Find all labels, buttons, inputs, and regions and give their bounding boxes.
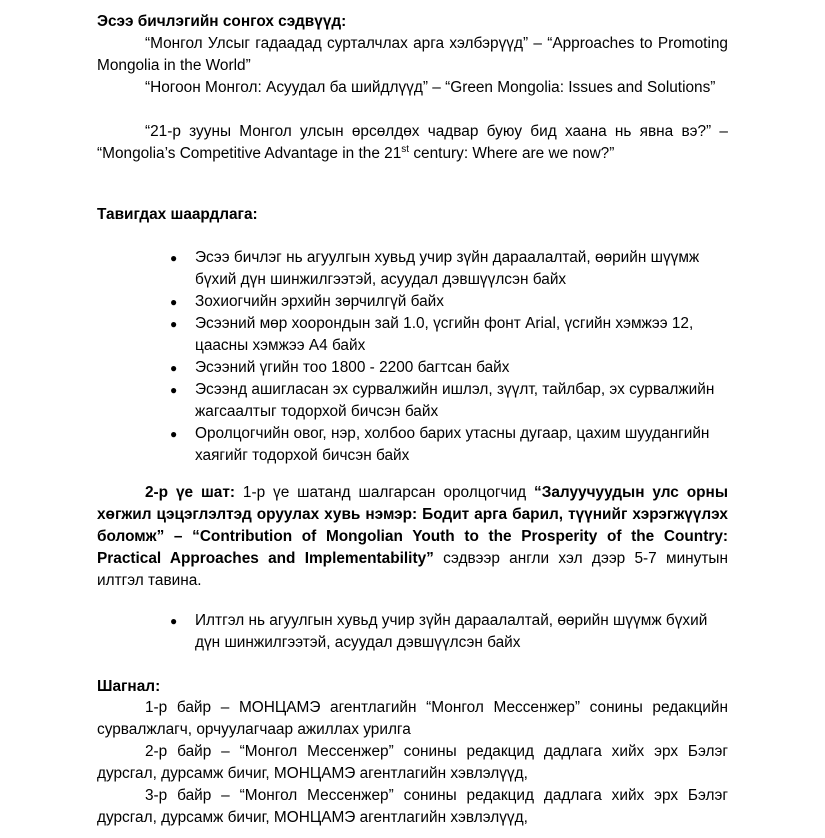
requirement-item: ● Эсээ бичлэг нь агуулгын хувьд учир зүйн дараалалтай, өөрийн шүүмж бүхий дүн шинжилгээтэй, асуудал дэвшүүлсэн байх	[170, 247, 730, 291]
stage2-text-1: 1-р үе шатанд шалгарсан оролцогчид	[235, 484, 535, 501]
topic-item-3-text: “21-р зууны Монгол улсын өрсөлдөх чадвар буюу бид хаана нь явна вэ?” – “Mongolia’s Competitive Advantage in the 21	[97, 123, 728, 162]
stage2-paragraph	[97, 482, 728, 592]
topic-item-1: “Монгол Улсыг гадаадад сурталчлах арга хэлбэрүүд” – “Approaches to Promoting Mongolia in the World”	[97, 35, 728, 74]
requirement-item: ● Эсээнд ашигласан эх сурвалжийн ишлэл, зүүлт, тайлбар, эх сурвалжийн жагсаалтыг тодорхой бичсэн байх	[170, 379, 730, 423]
prize-item-2: 2-р байр – “Монгол Мессенжер” сонины редакцид дадлага хийх эрх Бэлэг дурсгал, дурсамж бичиг, МОНЦАМЭ агентлагийн хэвлэлүүд,	[97, 743, 728, 782]
stage2-list	[170, 610, 730, 654]
prize-item-3: 3-р байр – “Монгол Мессенжер” сонины редакцид дадлага хийх эрх Бэлэг дурсгал, дурсамж бичиг, МОНЦАМЭ агентлагийн хэвлэлүүд,	[97, 787, 728, 826]
topic-item-3	[97, 121, 728, 165]
requirement-item: ● Зохиогчийн эрхийн зөрчилгүй байх	[170, 291, 730, 313]
stage2-label: 2-р үе шат:	[145, 484, 236, 501]
requirements-list	[170, 247, 730, 467]
requirement-item: ● Оролцогчийн овог, нэр, холбоо барих утасны дугаар, цахим шуудангийн хаягийг тодорхой бичсэн байх	[170, 423, 730, 467]
requirement-item: ● Эсээний үгийн тоо 1800 - 2200 багтсан байх	[170, 357, 730, 379]
requirement-item: ● Эсээний мөр хоорондын зай 1.0, үсгийн фонт Arial, үсгийн хэмжээ 12, цаасны хэмжээ А4 байх	[170, 313, 730, 357]
topic-item-2: “Ногоон Монгол: Асуудал ба шийдлүүд” – “Green Mongolia: Issues and Solutions”	[145, 79, 716, 96]
prizes-heading: Шагнал:	[97, 678, 161, 695]
stage2-text-2: сэдвээр англи хэл дээр 5-7 минутын илтгэл тавина.	[97, 550, 728, 589]
stage2-topic: “Залуучуудын улс орны хөгжил цэцэглэлтэд оруулах хувь нэмэр: Бодит арга барил, түүнийг хэрэгжүүлэх боломж” – “Contribution of Mongolian Youth to the Prosperity of the Country: Practical Approaches and Implementability”	[97, 484, 728, 567]
topic-item-3-superscript: st	[401, 143, 410, 155]
topic-item-3-tail: century: Where are we now?”	[409, 145, 615, 162]
stage2-bullet: ● Илтгэл нь агуулгын хувьд учир зүйн дараалалтай, өөрийн шүүмж бүхий дүн шинжилгээтэй, асуудал дэвшүүлсэн байх	[170, 610, 730, 654]
requirements-heading: Тавигдах шаардлага:	[97, 206, 258, 223]
prize-item-1: 1-р байр – МОНЦАМЭ агентлагийн “Монгол Мессенжер” сонины редакцийн сурвалжлагч, орчуулагчаар ажиллах урилга	[97, 699, 728, 738]
topics-heading: Эсээ бичлэгийн сонгох сэдвүүд:	[97, 13, 347, 30]
